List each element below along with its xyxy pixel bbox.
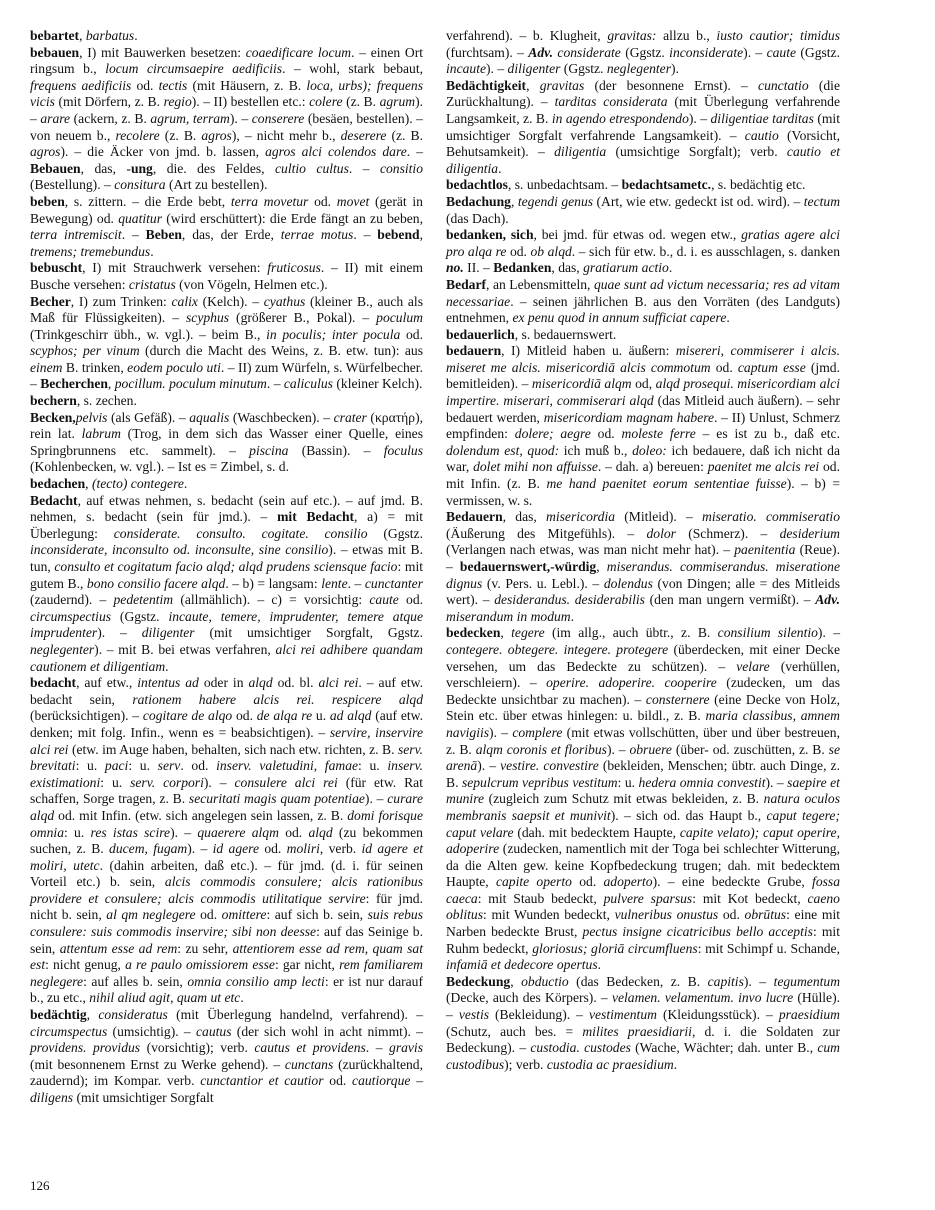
dictionary-entry: bedächtig, consideratus (mit Überlegung handelnd, verfahrend). – circumspectus (umsichtig). – cautus (der sich wohl in acht nimmt). – providens. providus (vorsichtig); verb. cautus et providens. – gravis (mit besonnenem Ernst zu Werke gehend). – cunctans (zurückhaltend, zaudernd); im Kompar. verb. cunctantior et cautior od. cautiorque – diligens (mit umsichtiger Sorgfalt	[30, 1007, 423, 1105]
dictionary-entry: Becken,pelvis (als Gefäß). – aqualis (Waschbecken). – crater (κρατήρ), rein lat. labrum (Trog, in dem sich das Wasser einer Quelle, eines Springbrunnens etc. sammelt). – piscina (Bassin). – foculus (Kohlenbecken, w. vgl.). – Ist es = Zimbel, s. d.	[30, 409, 423, 475]
dictionary-entry: bedachen, (tecto) contegere.	[30, 476, 188, 492]
dictionary-entry: bedacht, auf etw., intentus ad oder in alqd od. bl. alci rei. – auf etw. bedacht sein, rationem habere alcis rei. respicere alqd (berücksichtigen). – cogitare de alqo od. de alqa re u. ad alqd (auf etw. denken; mit folg. Infin., wenn es = beabsichtigen). – servire, inservire alci rei (etw. im Auge haben, behalten, sich nach etw. richten, z. B. serv. brevitati: u. paci: u. serv. od. inserv. valetudini, famae: u. inserv. existimationi: u. serv. corpori). – consulere alci rei (für etw. Rat schaffen, Sorge tragen, z. B. securitati magis quam potentiae). – curare alqd od. mit Infin. (etw. sich angelegen sein lassen, z. B. domi forisque omnia: u. res istas scire). – quaerere alqm od. alqd (zu bekommen suchen, z. B. ducem, fugam). – id agere od. moliri, verb. id agere et moliri, utetc. (dahin arbeiten, daß etc.). – für jmd. (d. i. für seinen Vorteil etc.) b. sein, alcis commodis consulere; alcis rationibus providere et consulere; alcis commodis utilitatique servire: für jmd. nicht b. sein, al qm neglegere od. omittere: auf sich b. sein, suis rebus consulere: suis commodis inservire; sibi non deesse: auf das Seinige b. sein, attentum esse ad rem: zu sehr, attentiorem esse ad rem, quam sat est: nicht genug, a re paulo omissiorem esse: gar nicht, rem familiarem neglegere: auf alles b. sein, omnia consilio amp lecti: er ist nur darauf b., zu etc., nihil aliud agit, quam ut etc.	[30, 675, 424, 1006]
dictionary-entry: bedanken, sich, bei jmd. für etwas od. wegen etw., gratias agere alci pro alqa re od. ob alqd. – sich für etw. b., d. i. es ausschlagen, s. danken no. II. – Bedanken, das, gratiarum actio.	[446, 227, 841, 276]
dictionary-entry: Bedacht, auf etwas nehmen, s. bedacht (sein auf etc.). – auf jmd. B. nehmen, s. bedacht (sein für jmd.). – mit Bedacht, a) = mit Überlegung: considerate. consulto. cogitate. consilio (Ggstz. inconsiderate, inconsulto od. inconsulte, sine consilio). – etwas mit B. tun, consulto et cogitatum facio alqd; alqd prudens sciensque facio: mit gutem B., bono consilio facere alqd. – b) = langsam: lente. – cunctanter (zaudernd). – pedetentim (allmählich). – c) = vorsichtig: caute od. circumspectius (Ggstz. incaute, temere, imprudenter, temere atque imprudenter). – diligenter (mit umsichtiger Sorgfalt, Ggstz. neglegenter). – mit B. bei etwas verfahren, alci rei adhibere quandam cautionem et diligentiam.	[30, 492, 424, 674]
dictionary-entry: Becher, I) zum Trinken: calix (Kelch). – cyathus (kleiner B., auch als Maß für Flüssigkeiten). – scyphus (größerer B., Pokal). – poculum (Trinkgeschirr übh., w. vgl.). – beim B., in poculis; inter pocula od. scyphos; per vinum (durch die Macht des Weins, z. B. etw. tun): aus einem B. trinken, eodem poculo uti. – II) zum Würfeln, s. Würfelbecher. – Becherchen, pocillum. poculum minutum. – caliculus (kleiner Kelch).	[30, 293, 423, 392]
dictionary-entry: bebuscht, I) mit Strauchwerk versehen: fruticosus. – II) mit einem Busche versehen: cristatus (von Vögeln, Helmen etc.).	[30, 260, 423, 292]
dictionary-entry: bebauen, I) mit Bauwerken besetzen: coaedificare locum. – einen Ort ringsum b., locum circumsaepire aedificiis. – wohl, stark bebaut, frequens aedificiis od. tectis (mit Häusern, z. B. loca, urbs); frequens vicis (mit Dörfern, z. B. regio). – II) bestellen etc.: colere (z. B. agrum). – arare (ackern, z. B. agrum, terram). – conserere (besäen, bestellen). – von neuem b., recolere (z. B. agros), – nicht mehr b., deserere (z. B. agros). – die Äcker von jmd. b. lassen, agros alci colendos dare. – Bebauen, das, -ung, die. des Feldes, cultio cultus. – consitio (Bestellung). – consitura (Art zu bestellen).	[30, 44, 424, 193]
page-number: 126	[30, 1178, 50, 1193]
dictionary-entry: bedauerlich, s. bedauernswert.	[446, 326, 617, 342]
right-column	[446, 28, 840, 1073]
dictionary-entry: verfahrend). – b. Klugheit, gravitas: allzu b., iusto cautior; timidus (furchtsam). – Adv. considerate (Ggstz. inconsiderate). – caute (Ggstz. incaute). – diligenter (Ggstz. neglegenter).	[446, 28, 840, 77]
dictionary-entry: bedecken, tegere (im allg., auch übtr., z. B. consilium silentio). – contegere. obtegere. integere. protegere (überdecken, mit einer Decke versehen, um das Bedeckte zu schützen). – velare (verhüllen, verschleiern). – operire. adoperire. cooperire (zudecken, um das Bedeckte unsichtbar zu machen). – consternere (eine Decke von Holz, Stein etc. über etwas hinlegen: u. bildl., z. B. maria classibus, amnem navigiis). – complere (mit etwas vollschütten, über und über bestreuen, z. B. alqm coronis et floribus). – obruere (über- od. zuschütten, z. B. se arenā). – vestire. convestire (bekleiden, Menschen; übtr. auch Dinge, z. B. sepulcrum vepribus vestitum: u. hedera omnia convestit). – saepire et munire (zugleich zum Schutz mit etwas bekleiden, z. B. natura oculos membranis saepsit et munivit). – sich od. das Haupt b., caput tegere; caput velare (dah. mit bedecktem Haupte, capite velato); caput operire, adoperire (zudecken, namentlich mit der Toga bei schlechter Witterung, da die Alten gew. keine Kopfbedeckung trugen; dah. mit bedecktem Haupte, capite operto od. adoperto). – eine bedeckte Grube, fossa caeca: mit Staub bedeckt, pulvere sparsus: mit Kot bedeckt, caeno oblitus: mit Wunden bedeckt, vulneribus onustus od. obrūtus: eine mit Narben bedeckte Brust, pectus insigne cicatricibus bello acceptis: mit Ruhm bedeckt, gloriosus; gloriā circumfluens: mit Schimpf u. Schande, infamiā et dedecore opertus.	[446, 625, 841, 973]
dictionary-entry: bedauern, I) Mitleid haben u. äußern: misereri, commiserer i alcis. miseret me alcis. misericordiā alcis commotum od. captum esse (jmd. bemitleiden). – misericordiā alqm od, alqd prosequi. misericordiam alci impertire. miserari, commiserari alqd (das Mitleid auch äußern). – sehr bedauert werden, misericordiam magnam habere. – II) Unlust, Schmerz empfinden: dolere; aegre od. moleste ferre – es ist zu b., daß etc. dolendum est, quod: ich muß b., doleo: ich bedauere, daß ich nicht da war, dolet mihi non affuisse. – dah. a) bereuen: paenitet me alcis rei od. mit Infin. (z. B. me hand paenitet eorum sententiae fuisse). – b) = vermissen, w. s.	[446, 343, 840, 508]
dictionary-entry: Bedarf, an Lebensmitteln, quae sunt ad victum necessaria; res ad vitam necessariae. – seinen jährlichen B. aus den Vorräten (des Landguts) entnehmen, ex penu quod in annum sufficiat capere.	[446, 276, 840, 326]
dictionary-entry: Bedeckung, obductio (das Bedecken, z. B. capitis). – tegumentum (Decke, auch des Körpers). – velamen. velamentum. invo lucre (Hülle). – vestis (Bekleidung). – vestimentum (Kleidungsstück). – praesidium (Schutz, auch bes. = milites praesidiarii, d. i. die Soldaten zur Bedeckung). – custodia. custodes (Wache, Wächter; dah. unter B., cum custodibus); verb. custodia ac praesidium.	[446, 973, 841, 1072]
dictionary-entry: Bedachung, tegendi genus (Art, wie etw. gedeckt ist od. wird). – tectum (das Dach).	[446, 193, 841, 226]
dictionary-entry: beben, s. zittern. – die Erde bebt, terra movetur od. movet (gerät in Bewegung) od. quatitur (wird erschüttert): die Erde fängt an zu beben, terra intremiscit. – Beben, das, der Erde, terrae motus. – bebend, tremens; tremebundus.	[30, 193, 423, 259]
left-column	[30, 28, 423, 1107]
dictionary-entry: bebartet, barbatus.	[30, 28, 138, 43]
dictionary-entry: bechern, s. zechen.	[30, 393, 137, 409]
dictionary-entry: Bedächtigkeit, gravitas (der besonnene Ernst). – cunctatio (die Zurückhaltung). – tarditas considerata (mit Überlegung verfahrende Langsamkeit, z. B. in agendo etrespondendo). – diligentiae tarditas (mit umsichtiger Sorgfalt verfahrende Langsamkeit). – cautio (Vorsicht, Behutsamkeit). – diligentia (umsichtige Sorgfalt); verb. cautio et diligentia.	[446, 77, 840, 176]
dictionary-entry: Bedauern, das, misericordia (Mitleid). – miseratio. commiseratio (Äußerung des Mitgefühls). – dolor (Schmerz). – desiderium (Verlangen nach etwas, was man nicht mehr hat). – paenitentia (Reue). – bedauernswert,-würdig, miserandus. commiserandus. miseratione dignus (v. Pers. u. Lebl.). – dolendus (von Dingen; alle = des Mitleids wert). – desiderandus. desiderabilis (den man ungern vermißt). – Adv. miserandum in modum.	[446, 509, 841, 624]
dictionary-entry: bedachtlos, s. unbedachtsam. – bedachtsametc., s. bedächtig etc.	[446, 177, 806, 193]
